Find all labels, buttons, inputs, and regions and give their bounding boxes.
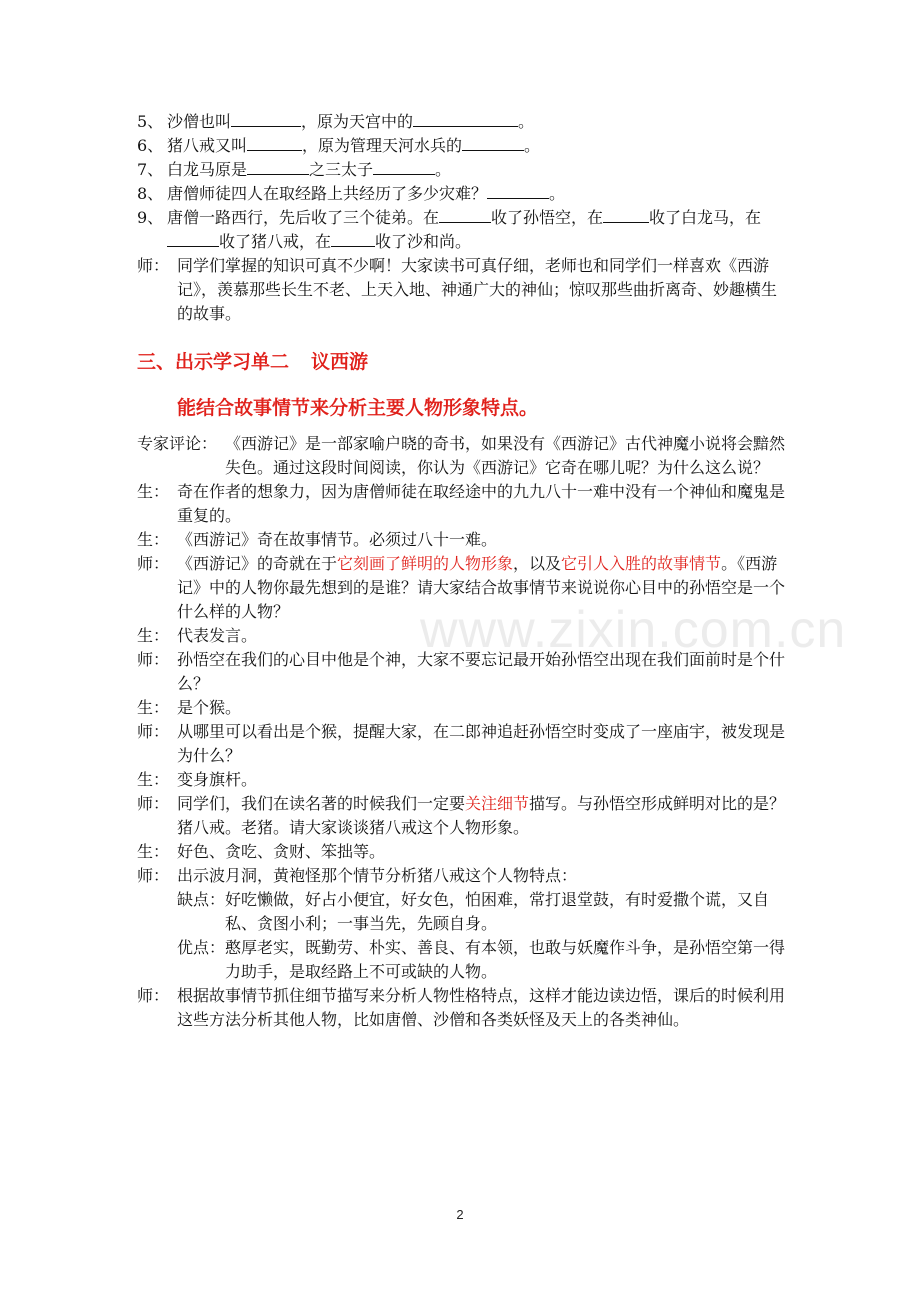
question-text: 收了猪八戒，在 — [219, 232, 332, 251]
question-number: 6、 — [137, 136, 164, 155]
dialogue-line — [137, 528, 787, 552]
question-number: 8、 — [137, 184, 164, 203]
question-6 — [137, 134, 787, 158]
analysis-weakness — [177, 888, 787, 936]
answer-blank[interactable] — [331, 230, 375, 247]
answer-blank[interactable] — [413, 110, 518, 127]
paragraph-text: 同学们，我们在读名著的时候我们一定要 — [177, 794, 466, 813]
answer-blank[interactable] — [247, 158, 309, 175]
speaker-label: 专家评论： — [137, 434, 218, 453]
question-7 — [137, 158, 787, 182]
answer-blank[interactable] — [167, 230, 219, 247]
highlight-text: 关注细节 — [465, 794, 530, 813]
question-number: 9、 — [137, 208, 164, 227]
answer-blank[interactable] — [487, 182, 549, 199]
paragraph-text: 奇在作者的想象力，因为唐僧师徒在取经途中的九九八十一难中没有一个神仙和魔鬼是重复的。 — [177, 482, 786, 525]
paragraph-text: 从哪里可以看出是个猴，提醒大家，在二郎神追赶孙悟空时变成了一座庙宇，被发现是为什么？ — [177, 722, 786, 765]
question-text: 唐僧一路西行，先后收了三个徒弟。在 — [167, 208, 440, 227]
question-text: 收了白龙马，在 — [649, 208, 762, 227]
paragraph-text: 代表发言。 — [177, 626, 258, 645]
question-8 — [137, 182, 787, 206]
question-text: 收了孙悟空，在 — [491, 208, 604, 227]
speaker-label: 生： — [137, 626, 170, 645]
analysis-label: 优点： — [177, 938, 226, 957]
paragraph-text: 出示波月洞，黄袍怪那个情节分析猪八戒这个人物特点： — [177, 866, 578, 885]
analysis-strength — [177, 936, 787, 984]
speaker-label: 生： — [137, 482, 170, 501]
question-text: 。 — [549, 184, 566, 203]
question-text: 。 — [524, 136, 541, 155]
paragraph-text: 《西游记》的奇就在于 — [177, 554, 338, 573]
question-text: 之三太子 — [309, 160, 374, 179]
question-text: 。 — [518, 112, 535, 131]
paragraph-text: 描写。与孙悟空形成鲜明对比的是？猪八戒。老猪。请大家谈谈猪八戒这个人物形象。 — [177, 794, 786, 837]
question-text: 猪八戒又叫 — [167, 136, 248, 155]
speaker-label: 师： — [137, 650, 170, 669]
speaker-label: 师： — [137, 256, 170, 275]
page-number: 2 — [456, 1207, 464, 1222]
dialogue-line — [137, 840, 787, 864]
question-text: ，原为天宫中的 — [301, 112, 414, 131]
paragraph-text: 《西游记》是一部家喻户晓的奇书，如果没有《西游记》古代神魔小说将会黯然失色。通过这段时间阅读，你认为《西游记》它奇在哪儿呢？为什么这么说？ — [225, 434, 786, 477]
question-text: 。 — [435, 160, 452, 179]
answer-blank[interactable] — [247, 134, 302, 151]
speaker-label: 师： — [137, 722, 170, 741]
speaker-label: 生： — [137, 698, 170, 717]
paragraph-text: 好色、贪吃、贪财、笨拙等。 — [177, 842, 386, 861]
paragraph-text: 变身旗杆。 — [177, 770, 258, 789]
dialogue-line — [137, 768, 787, 792]
speaker-label: 生： — [137, 842, 170, 861]
speaker-label: 师： — [137, 554, 170, 573]
teacher-detail-line — [137, 792, 787, 840]
question-9 — [137, 206, 787, 254]
dialogue-line — [137, 480, 787, 528]
analysis-label: 缺点： — [177, 890, 226, 909]
section-heading — [137, 348, 787, 376]
question-text: ，原为管理天河水兵的 — [302, 136, 463, 155]
teacher-closing — [137, 984, 787, 1032]
paragraph-text: 。《西游记》中的人物你最先想到的是谁？请大家结合故事情节来说说你心目中的孙悟空是一个什么样的人物？ — [177, 554, 786, 621]
watermark: www.zixin.com.cn — [420, 601, 847, 659]
answer-blank[interactable] — [231, 110, 301, 127]
speaker-label: 师： — [137, 794, 170, 813]
question-text: 唐僧师徒四人在取经路上共经历了多少灾难？ — [167, 184, 488, 203]
paragraph-text: ，以及 — [513, 554, 562, 573]
paragraph-text: 孙悟空在我们的心目中他是个神，大家不要忘记最开始孙悟空出现在我们面前时是个什么？ — [177, 650, 786, 693]
expert-comment — [137, 432, 787, 480]
paragraph-text: 憨厚老实，既勤劳、朴实、善良、有本领，也敢与妖魔作斗争，是孙悟空第一得力助手，是取经路上不可或缺的人物。 — [225, 938, 786, 981]
teacher-intro — [137, 254, 787, 326]
dialogue-line — [137, 864, 787, 888]
speaker-label: 生： — [137, 530, 170, 549]
question-text: 沙僧也叫 — [167, 112, 232, 131]
speaker-label: 师： — [137, 866, 170, 885]
question-number: 5、 — [137, 112, 164, 131]
section-subtitle: 议西游 — [311, 351, 369, 373]
page-content — [137, 110, 787, 1032]
paragraph-text: 好吃懒做，好占小便宜，好女色，怕困难，常打退堂鼓，有时爱撒个谎，又自私、贪图小利；一事当先，先顾自身。 — [225, 890, 770, 933]
section-title: 三、出示学习单二 — [137, 351, 290, 373]
highlight-text: 它引人入胜的故事情节 — [561, 554, 722, 573]
dialogue-line — [137, 696, 787, 720]
paragraph-text: 是个猴。 — [177, 698, 242, 717]
dialogue-line — [137, 720, 787, 768]
speaker-label: 生： — [137, 770, 170, 789]
answer-blank[interactable] — [439, 206, 491, 223]
paragraph-text: 根据故事情节抓住细节描写来分析人物性格特点，这样才能边读边悟，课后的时候利用这些方法分析其他人物，比如唐僧、沙僧和各类妖怪及天上的各类神仙。 — [177, 986, 786, 1029]
answer-blank[interactable] — [462, 134, 524, 151]
question-text: 白龙马原是 — [167, 160, 248, 179]
paragraph-text: 《西游记》奇在故事情节。必须过八十一难。 — [177, 530, 498, 549]
answer-blank[interactable] — [603, 206, 649, 223]
speaker-label: 师： — [137, 986, 170, 1005]
question-number: 7、 — [137, 160, 164, 179]
learning-goal: 能结合故事情节来分析主要人物形象特点。 — [177, 397, 539, 419]
question-5 — [137, 110, 787, 134]
highlight-text: 它刻画了鲜明的人物形象 — [337, 554, 514, 573]
answer-blank[interactable] — [373, 158, 435, 175]
paragraph-text: 同学们掌握的知识可真不少啊！大家读书可真仔细，老师也和同学们一样喜欢《西游记》，羡慕那些长生不老、上天入地、神通广大的神仙；惊叹那些曲折离奇、妙趣横生的故事。 — [177, 256, 778, 323]
question-text: 收了沙和尚。 — [375, 232, 472, 251]
